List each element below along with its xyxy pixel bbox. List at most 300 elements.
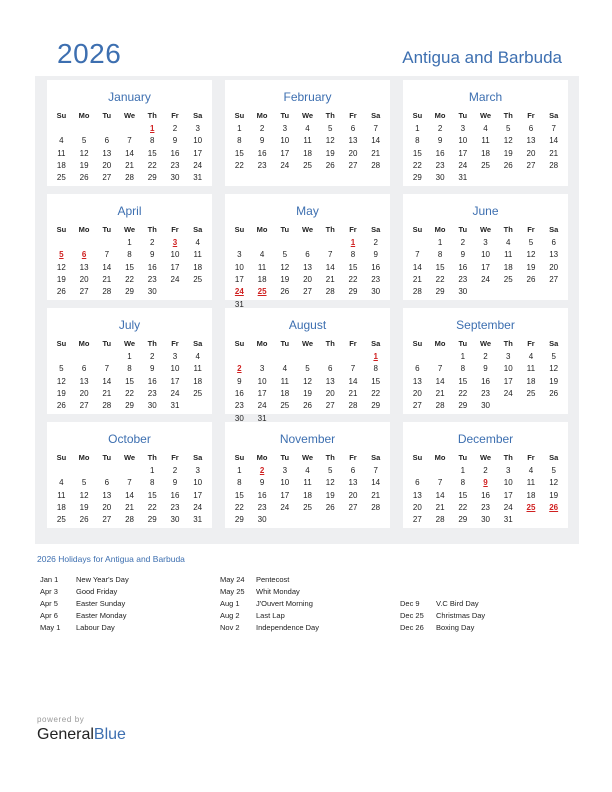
weekday-label: Sa [193, 453, 203, 462]
weekday-label: Su [412, 225, 423, 234]
day-cell: 22 [435, 274, 445, 284]
day-cell: 18 [280, 388, 290, 398]
month-title: March [468, 90, 503, 104]
empty-cell [474, 172, 497, 184]
weekday-label: We [479, 453, 492, 462]
empty-cell [50, 351, 73, 363]
day-cell: 13 [412, 490, 422, 500]
empty-cell [251, 237, 274, 249]
day-cell: 9 [460, 250, 466, 260]
day-cell: 16 [170, 490, 180, 500]
week-row [406, 148, 565, 160]
day-cell: 20 [102, 502, 112, 512]
weekday-label: Tu [280, 453, 290, 462]
day-cell: 2 [483, 466, 488, 475]
day-cell: 13 [79, 376, 89, 386]
day-cell: 13 [303, 262, 312, 272]
day-cell: 7 [350, 364, 356, 374]
weekday-label: Mo [434, 453, 446, 462]
empty-cell [319, 237, 342, 249]
week-row [50, 465, 209, 477]
month-title: September [456, 318, 515, 332]
holiday-item [400, 598, 485, 610]
holiday-name: Easter Monday [76, 611, 127, 620]
day-cell: 9 [237, 376, 242, 386]
day-cell: 15 [412, 148, 422, 158]
weekday-label: Mo [256, 111, 268, 120]
day-cell: 26 [526, 274, 536, 284]
day-cell: 9 [437, 136, 443, 146]
holiday-day: 25 [526, 502, 536, 512]
empty-cell [520, 514, 543, 526]
month-june [403, 194, 568, 300]
week-row [228, 249, 387, 261]
day-cell: 5 [59, 364, 64, 374]
day-cell: 15 [125, 262, 134, 272]
weekday-label: Th [325, 225, 335, 234]
holiday-item [40, 610, 129, 622]
weekday-label: Tu [458, 339, 468, 348]
month-title: August [288, 318, 327, 332]
day-cell: 17 [193, 148, 203, 158]
weekday-label: Su [56, 225, 67, 234]
holiday-column [400, 598, 485, 634]
day-cell: 20 [79, 274, 89, 284]
day-cell: 28 [102, 287, 112, 297]
day-cell: 19 [303, 388, 312, 398]
day-cell: 3 [282, 466, 288, 475]
day-cell: 27 [79, 287, 89, 297]
holiday-name: Boxing Day [436, 623, 475, 632]
weekday-label: Mo [434, 225, 446, 234]
month-title: July [118, 318, 141, 332]
weekday-label: Su [56, 339, 67, 348]
day-cell: 14 [125, 148, 134, 158]
empty-cell [296, 237, 319, 249]
day-cell: 11 [504, 250, 513, 260]
week-row [406, 465, 565, 477]
empty-cell [497, 172, 520, 184]
day-cell: 14 [325, 262, 335, 272]
weekday-label: Fr [349, 111, 357, 120]
empty-cell [296, 514, 319, 526]
week-row [228, 135, 387, 147]
day-cell: 23 [170, 502, 180, 512]
brand-name [37, 726, 126, 744]
day-cell: 2 [172, 124, 178, 133]
empty-cell [73, 465, 96, 477]
day-cell: 27 [303, 287, 312, 297]
day-cell: 4 [305, 124, 310, 133]
day-cell: 12 [79, 490, 89, 500]
day-cell: 30 [170, 515, 180, 525]
holiday-name: Pentecost [256, 575, 290, 584]
empty-cell [364, 514, 387, 526]
day-cell: 16 [481, 376, 490, 386]
day-cell: 19 [325, 148, 335, 158]
day-cell: 2 [460, 238, 466, 247]
empty-cell [273, 514, 296, 526]
day-cell: 23 [458, 274, 468, 284]
day-cell: 28 [412, 287, 422, 297]
day-cell: 29 [458, 515, 468, 525]
holiday-name: Whit Monday [256, 587, 300, 596]
day-cell: 6 [104, 136, 110, 146]
empty-cell [186, 400, 209, 412]
day-cell: 15 [234, 148, 244, 158]
brand-blue: Blue [93, 726, 126, 743]
day-cell: 22 [147, 502, 157, 512]
week-row [228, 477, 387, 489]
weekday-label: Th [147, 453, 157, 462]
day-cell: 24 [257, 401, 267, 411]
day-cell: 27 [102, 515, 112, 525]
holiday-date: May 1 [40, 623, 61, 632]
day-cell: 25 [193, 274, 203, 284]
holiday-day: 6 [81, 250, 87, 260]
day-cell: 16 [481, 490, 490, 500]
day-cell: 12 [56, 376, 66, 386]
day-cell: 10 [481, 250, 490, 260]
weekday-label: Sa [193, 225, 203, 234]
day-cell: 1 [127, 238, 132, 247]
day-cell: 2 [259, 124, 265, 133]
day-cell: 21 [325, 274, 335, 284]
holiday-name: Easter Sunday [76, 599, 126, 608]
day-cell: 30 [371, 287, 381, 297]
day-cell: 21 [125, 160, 134, 170]
day-cell: 23 [435, 160, 445, 170]
day-cell: 18 [481, 148, 490, 158]
day-cell: 24 [280, 160, 290, 170]
week-row [406, 477, 565, 489]
day-cell: 30 [435, 173, 445, 183]
day-cell: 4 [195, 238, 200, 247]
weekday-label: Th [325, 111, 335, 120]
day-cell: 29 [458, 401, 468, 411]
week-row [406, 502, 565, 514]
weekday-label: Su [412, 111, 423, 120]
day-cell: 9 [172, 136, 178, 146]
day-cell: 20 [348, 490, 358, 500]
day-cell: 17 [234, 274, 244, 284]
day-cell: 3 [506, 466, 511, 475]
weekday-label: Fr [527, 225, 535, 234]
month-august [225, 308, 390, 423]
empty-cell [164, 286, 187, 298]
week-row [50, 477, 209, 489]
weekday-label: Fr [171, 453, 179, 462]
week-row [50, 237, 209, 249]
weekday-label: We [301, 225, 314, 234]
holiday-item [400, 622, 485, 634]
weekday-label: Su [56, 111, 67, 120]
week-row [50, 172, 209, 184]
holiday-day: 1 [150, 124, 155, 133]
day-cell: 11 [193, 250, 202, 260]
week-row [406, 160, 565, 172]
month-january [47, 80, 212, 186]
day-cell: 18 [257, 274, 267, 284]
day-cell: 1 [237, 124, 242, 133]
day-cell: 27 [79, 401, 89, 411]
weekday-header [50, 452, 209, 464]
day-cell: 27 [348, 502, 358, 512]
month-november [225, 422, 390, 528]
week-row [406, 237, 565, 249]
holiday-name: Independence Day [256, 623, 319, 632]
empty-cell [406, 351, 429, 363]
day-cell: 8 [437, 250, 443, 260]
day-cell: 7 [437, 364, 443, 374]
day-cell: 21 [371, 148, 381, 158]
holiday-item [40, 586, 129, 598]
day-cell: 22 [458, 388, 468, 398]
day-cell: 15 [125, 376, 134, 386]
week-row [228, 286, 387, 298]
week-row [406, 123, 565, 135]
day-cell: 1 [150, 466, 155, 475]
weekday-label: Fr [527, 453, 535, 462]
week-row [406, 376, 565, 388]
empty-cell [474, 286, 497, 298]
weekday-label: Su [234, 453, 245, 462]
day-cell: 10 [280, 478, 290, 488]
weekday-label: Th [147, 339, 157, 348]
day-cell: 31 [193, 515, 203, 525]
day-cell: 8 [373, 364, 378, 374]
day-cell: 22 [234, 502, 244, 512]
day-cell: 17 [280, 148, 290, 158]
weekday-label: Th [147, 225, 157, 234]
weekday-label: We [301, 339, 314, 348]
day-cell: 30 [481, 401, 490, 411]
day-cell: 1 [437, 238, 443, 247]
holiday-name: New Year's Day [76, 575, 129, 584]
day-cell: 20 [412, 388, 422, 398]
day-cell: 25 [56, 515, 66, 525]
day-cell: 15 [458, 376, 468, 386]
day-cell: 21 [412, 274, 422, 284]
day-cell: 4 [528, 352, 534, 361]
weekday-label: Su [56, 453, 67, 462]
day-cell: 19 [325, 490, 335, 500]
day-cell: 5 [551, 352, 556, 361]
week-row [50, 514, 209, 526]
day-cell: 7 [104, 250, 110, 260]
day-cell: 5 [81, 478, 87, 488]
holiday-name: V.C Bird Day [436, 599, 479, 608]
day-cell: 9 [150, 364, 155, 374]
day-cell: 12 [303, 376, 312, 386]
day-cell: 9 [259, 478, 265, 488]
brand-logo [37, 715, 126, 744]
day-cell: 9 [373, 250, 378, 260]
day-cell: 23 [170, 160, 180, 170]
weekday-label: Tu [458, 225, 468, 234]
weekday-label: Sa [371, 111, 381, 120]
day-cell: 14 [412, 262, 422, 272]
empty-cell [296, 351, 319, 363]
day-cell: 4 [195, 352, 200, 361]
day-cell: 22 [125, 388, 134, 398]
day-cell: 20 [303, 274, 312, 284]
day-cell: 13 [102, 490, 112, 500]
day-cell: 25 [193, 388, 203, 398]
week-row [50, 490, 209, 502]
weekday-label: Mo [256, 339, 268, 348]
weekday-header [228, 110, 387, 122]
day-cell: 5 [328, 124, 333, 133]
empty-cell [95, 465, 118, 477]
day-cell: 4 [59, 136, 64, 146]
week-row [228, 490, 387, 502]
day-cell: 19 [56, 274, 66, 284]
weekday-label: Sa [549, 111, 559, 120]
day-cell: 20 [549, 262, 559, 272]
month-title: April [117, 204, 142, 218]
day-cell: 7 [127, 478, 132, 488]
day-cell: 14 [371, 136, 381, 146]
day-cell: 14 [549, 136, 559, 146]
day-cell: 26 [303, 401, 312, 411]
weekday-label: Mo [78, 225, 90, 234]
day-cell: 9 [172, 478, 178, 488]
day-cell: 1 [460, 466, 466, 475]
weekday-label: Tu [280, 339, 290, 348]
day-cell: 18 [193, 262, 203, 272]
day-cell: 11 [57, 490, 66, 500]
weekday-label: Sa [193, 339, 203, 348]
weekday-header [406, 110, 565, 122]
day-cell: 13 [348, 478, 358, 488]
day-cell: 8 [460, 478, 466, 488]
day-cell: 15 [348, 262, 358, 272]
empty-cell [429, 351, 452, 363]
day-cell: 17 [503, 490, 513, 500]
weekday-label: Sa [549, 339, 559, 348]
day-cell: 28 [549, 160, 559, 170]
week-row [228, 363, 387, 375]
day-cell: 2 [483, 352, 488, 361]
holiday-date: Apr 6 [40, 611, 58, 620]
day-cell: 15 [147, 148, 157, 158]
day-cell: 7 [373, 466, 378, 475]
day-cell: 27 [102, 173, 112, 183]
holiday-day: 3 [172, 238, 178, 247]
empty-cell [73, 237, 96, 249]
day-cell: 8 [350, 250, 356, 260]
week-row [228, 274, 387, 286]
weekday-label: Mo [256, 453, 268, 462]
day-cell: 22 [458, 502, 468, 512]
day-cell: 30 [257, 515, 267, 525]
weekday-header [406, 224, 565, 236]
day-cell: 11 [526, 364, 536, 374]
weekday-label: Mo [78, 339, 90, 348]
week-row [228, 502, 387, 514]
day-cell: 19 [549, 490, 559, 500]
day-cell: 18 [303, 148, 312, 158]
day-cell: 18 [526, 376, 536, 386]
day-cell: 31 [458, 173, 468, 183]
day-cell: 10 [503, 364, 513, 374]
day-cell: 10 [234, 262, 244, 272]
day-cell: 2 [150, 352, 155, 361]
day-cell: 13 [348, 136, 358, 146]
empty-cell [228, 237, 251, 249]
day-cell: 25 [56, 173, 66, 183]
day-cell: 16 [458, 262, 468, 272]
week-row [228, 376, 387, 388]
day-cell: 2 [373, 238, 378, 247]
holiday-day: 2 [237, 364, 242, 374]
holiday-column [220, 574, 319, 634]
day-cell: 12 [325, 136, 335, 146]
holiday-date: Dec 26 [400, 623, 424, 632]
day-cell: 26 [503, 160, 513, 170]
empty-cell [95, 123, 118, 135]
day-cell: 11 [303, 478, 312, 488]
day-cell: 1 [415, 124, 420, 133]
day-cell: 2 [150, 238, 155, 247]
empty-cell [228, 351, 251, 363]
day-cell: 6 [350, 124, 356, 133]
day-cell: 14 [348, 376, 358, 386]
day-cell: 8 [237, 136, 242, 146]
month-title: October [108, 432, 151, 446]
week-row [50, 363, 209, 375]
day-cell: 18 [56, 502, 66, 512]
day-cell: 31 [503, 515, 513, 525]
day-cell: 4 [282, 364, 288, 374]
day-cell: 19 [79, 502, 89, 512]
day-cell: 28 [435, 401, 445, 411]
holiday-date: May 25 [220, 587, 245, 596]
day-cell: 8 [150, 136, 155, 146]
week-row [50, 376, 209, 388]
week-row [228, 160, 387, 172]
day-cell: 4 [59, 478, 64, 488]
day-cell: 19 [503, 148, 513, 158]
day-cell: 19 [526, 262, 536, 272]
holiday-day: 1 [373, 352, 378, 361]
day-cell: 4 [528, 466, 534, 475]
day-cell: 27 [348, 160, 358, 170]
day-cell: 3 [195, 466, 200, 475]
day-cell: 8 [415, 136, 420, 146]
empty-cell [342, 514, 365, 526]
empty-cell [118, 465, 141, 477]
week-row [50, 502, 209, 514]
day-cell: 17 [170, 262, 180, 272]
weekday-label: We [123, 453, 136, 462]
weekday-label: Fr [171, 225, 179, 234]
day-cell: 30 [234, 413, 244, 423]
weekday-label: Th [325, 453, 335, 462]
empty-cell [542, 172, 565, 184]
empty-cell [429, 465, 452, 477]
day-cell: 5 [282, 250, 288, 260]
month-july [47, 308, 212, 414]
month-title: May [296, 204, 319, 218]
day-cell: 1 [237, 466, 242, 475]
day-cell: 11 [526, 478, 536, 488]
day-cell: 29 [348, 287, 358, 297]
day-cell: 6 [415, 364, 420, 374]
month-title: January [108, 90, 151, 104]
month-title: June [472, 204, 499, 218]
